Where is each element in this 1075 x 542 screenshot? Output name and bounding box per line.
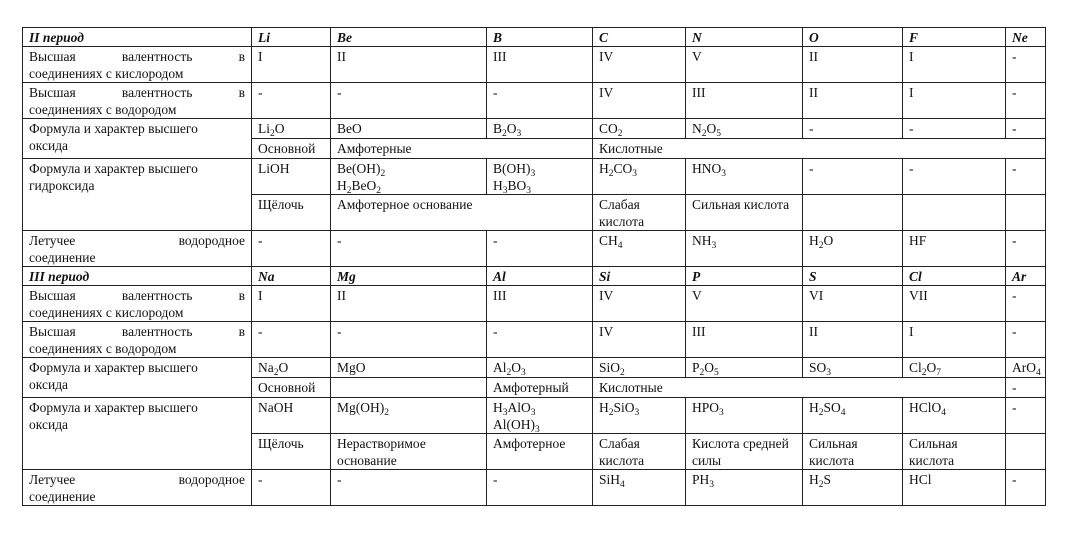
oxide-character-amphoteric: Амфотерные <box>331 139 593 159</box>
hydroxide-character: Слабая кислота <box>593 434 686 470</box>
cell-line: гидроксида <box>29 178 95 193</box>
hydroxide-formula <box>593 159 686 195</box>
cell-line: $H_3AlO_3$ <box>493 400 536 418</box>
period2-valence-hydrogen-row <box>23 83 1046 119</box>
period3-hydroxide-formula-row <box>23 398 1046 434</box>
volatile-compound: SiH$_4$ <box>593 470 686 506</box>
period3-valence-hydrogen-row <box>23 322 1046 358</box>
period3-oxide-formula-row <box>23 358 1046 378</box>
volatile-compound: - <box>252 470 331 506</box>
cell-line: Формула и характер высшего <box>29 161 198 176</box>
hydroxide-character-empty <box>903 195 1006 231</box>
cell-line: $Al(OH)_3$ <box>493 417 540 434</box>
valence-value: - <box>1006 322 1046 358</box>
oxide-character-basic: Основной <box>252 139 331 159</box>
hydroxide-formula <box>1006 159 1046 195</box>
row-label: Летучее водородное соединение <box>23 231 252 267</box>
oxide-formula: $Cl_2O_7$ <box>903 358 1006 378</box>
valence-value: I <box>252 286 331 322</box>
valence-value: I <box>252 47 331 83</box>
element-symbol: Li <box>252 28 331 47</box>
oxide-formula: BeO <box>331 119 487 139</box>
oxide-formula: $N_2O_5$ <box>686 119 803 139</box>
period-header: III период <box>23 267 252 286</box>
row-label <box>23 398 252 470</box>
valence-value: II <box>803 322 903 358</box>
valence-value: IV <box>593 83 686 119</box>
element-symbol: C <box>593 28 686 47</box>
valence-value: IV <box>593 47 686 83</box>
hydroxide-character: Кислота средней силы <box>686 434 803 470</box>
valence-value: II <box>331 286 487 322</box>
oxide-character-amphoteric: Амфотерный <box>487 378 593 398</box>
valence-value: I <box>903 83 1006 119</box>
hydroxide-character: Сильная кислота <box>803 434 903 470</box>
chemistry-properties-table <box>22 27 1046 506</box>
volatile-compound: HCl <box>903 470 1006 506</box>
row-label <box>23 159 252 231</box>
volatile-compound: - <box>1006 231 1046 267</box>
oxide-formula: - <box>903 119 1006 139</box>
volatile-compound: - <box>331 231 487 267</box>
hydroxide-formula <box>331 159 487 195</box>
hydroxide-formula <box>803 159 903 195</box>
cell-line: LiOH <box>258 161 290 176</box>
valence-value: - <box>331 322 487 358</box>
oxide-formula: $B_2O_3$ <box>487 119 593 139</box>
hydroxide-character-empty <box>803 195 903 231</box>
cell-line: оксида <box>29 417 69 432</box>
oxide-character-acidic: Кислотные <box>593 139 1046 159</box>
cell-line: Формула и характер высшего <box>29 400 198 415</box>
oxide-formula: MgO <box>331 358 487 378</box>
cell-line: Формула и характер высшего <box>29 360 198 375</box>
element-symbol: Al <box>487 267 593 286</box>
valence-value: - <box>487 322 593 358</box>
period-header: II период <box>23 28 252 47</box>
element-symbol: Be <box>331 28 487 47</box>
row-label: Высшая валентность в соединениях с кислородом <box>23 47 252 83</box>
hydroxide-character-strong-acid: Сильная кислота <box>686 195 803 231</box>
oxide-formula: $SO_3$ <box>803 358 903 378</box>
period3-volatile-row <box>23 470 1046 506</box>
valence-value: II <box>331 47 487 83</box>
volatile-compound: $H_2O$ <box>803 231 903 267</box>
table-body <box>23 28 1046 506</box>
element-symbol: S <box>803 267 903 286</box>
hydroxide-character-weak-acid: Слабая кислота <box>593 195 686 231</box>
element-symbol: Mg <box>331 267 487 286</box>
element-symbol: Ar <box>1006 267 1046 286</box>
hydroxide-character-empty <box>1006 195 1046 231</box>
cell-line: $H_2SO_4$ <box>809 400 846 418</box>
hydroxide-character: Сильная кислота <box>903 434 1006 470</box>
cell-line: оксида <box>29 138 69 153</box>
hydroxide-formula <box>331 398 487 434</box>
valence-value: - <box>1006 83 1046 119</box>
element-symbol: Na <box>252 267 331 286</box>
valence-value: - <box>487 83 593 119</box>
oxide-formula: SiO$_2$ <box>593 358 686 378</box>
hydroxide-formula <box>803 398 903 434</box>
hydroxide-formula <box>252 398 331 434</box>
valence-value: I <box>903 47 1006 83</box>
element-symbol: P <box>686 267 803 286</box>
oxide-formula: $CO_2$ <box>593 119 686 139</box>
element-symbol: N <box>686 28 803 47</box>
period2-volatile-row <box>23 231 1046 267</box>
hydroxide-character: Щёлочь <box>252 434 331 470</box>
element-symbol: Ne <box>1006 28 1046 47</box>
valence-value: V <box>686 47 803 83</box>
cell-line: $Mg(OH)_2$ <box>337 400 389 418</box>
period2-valence-oxygen-row <box>23 47 1046 83</box>
cell-line: оксида <box>29 377 69 392</box>
valence-value: - <box>252 83 331 119</box>
element-symbol: O <box>803 28 903 47</box>
oxide-character-empty <box>331 378 487 398</box>
oxide-character-acidic: Кислотные <box>593 378 1006 398</box>
element-symbol: Si <box>593 267 686 286</box>
hydroxide-formula <box>252 159 331 195</box>
row-label: Высшая валентность в соединениях с водородом <box>23 322 252 358</box>
volatile-compound: $CH_4$ <box>593 231 686 267</box>
valence-value: III <box>487 286 593 322</box>
hydroxide-character: Амфотерное <box>487 434 593 470</box>
volatile-compound: HF <box>903 231 1006 267</box>
valence-value: VII <box>903 286 1006 322</box>
row-label: Летучее водородное соединение <box>23 470 252 506</box>
cell-line: $H_2BeO_2$ <box>337 178 381 195</box>
element-symbol: B <box>487 28 593 47</box>
valence-value: III <box>686 322 803 358</box>
row-label <box>23 358 252 398</box>
valence-value: I <box>903 322 1006 358</box>
volatile-compound: - <box>252 231 331 267</box>
cell-line: $HPO_3$ <box>692 400 724 418</box>
oxide-character-basic: Основной <box>252 378 331 398</box>
element-symbol: F <box>903 28 1006 47</box>
valence-value: V <box>686 286 803 322</box>
volatile-compound: - <box>1006 470 1046 506</box>
valence-value: III <box>487 47 593 83</box>
cell-line: $Be(OH)_2$ <box>337 161 386 179</box>
oxide-formula: $Na_2O$ <box>252 358 331 378</box>
valence-value: - <box>1006 47 1046 83</box>
hydroxide-formula <box>593 398 686 434</box>
period2-hydroxide-formula-row <box>23 159 1046 195</box>
cell-line: $H_2CO_3$ <box>599 161 638 179</box>
hydroxide-formula <box>903 398 1006 434</box>
hydroxide-character-alkali: Щёлочь <box>252 195 331 231</box>
oxide-formula: - <box>803 119 903 139</box>
cell-line: HClO$_4$ <box>909 400 947 418</box>
hydroxide-formula <box>903 159 1006 195</box>
cell-line: $H_2SiO_3$ <box>599 400 640 418</box>
valence-value: IV <box>593 286 686 322</box>
row-label: Высшая валентность в соединениях с кислородом <box>23 286 252 322</box>
volatile-compound: $PH_3$ <box>686 470 803 506</box>
cell-line: Формула и характер высшего <box>29 121 198 136</box>
oxide-formula: ArO$_4$ <box>1006 358 1046 378</box>
row-label <box>23 119 252 159</box>
hydroxide-formula <box>686 159 803 195</box>
hydroxide-character: Нерастворимое основание <box>331 434 487 470</box>
cell-line: - <box>909 161 914 176</box>
volatile-compound: $H_2S$ <box>803 470 903 506</box>
cell-line: - <box>809 161 814 176</box>
valence-value: - <box>331 83 487 119</box>
hydroxide-formula <box>1006 398 1046 434</box>
period3-header-row <box>23 267 1046 286</box>
cell-line: $HNO_3$ <box>692 161 726 179</box>
cell-line: $B(OH)_3$ <box>493 161 536 179</box>
volatile-compound: $NH_3$ <box>686 231 803 267</box>
oxide-formula: - <box>1006 119 1046 139</box>
oxide-formula: $Al_2O_3$ <box>487 358 593 378</box>
hydroxide-formula <box>487 398 593 434</box>
volatile-compound: - <box>331 470 487 506</box>
cell-line: NaOH <box>258 400 294 415</box>
oxide-character-last: - <box>1006 378 1046 398</box>
valence-value: VI <box>803 286 903 322</box>
cell-line: - <box>1012 161 1017 176</box>
period3-valence-oxygen-row <box>23 286 1046 322</box>
valence-value: II <box>803 47 903 83</box>
row-label: Высшая валентность в соединениях с водородом <box>23 83 252 119</box>
valence-value: - <box>1006 286 1046 322</box>
volatile-compound: - <box>487 470 593 506</box>
period2-header-row <box>23 28 1046 47</box>
valence-value: IV <box>593 322 686 358</box>
valence-value: II <box>803 83 903 119</box>
oxide-formula: $Li_2O$ <box>252 119 331 139</box>
cell-line: $H_3BO_3$ <box>493 178 532 195</box>
hydroxide-formula <box>487 159 593 195</box>
period2-oxide-formula-row <box>23 119 1046 139</box>
volatile-compound: - <box>487 231 593 267</box>
valence-value: III <box>686 83 803 119</box>
element-symbol: Cl <box>903 267 1006 286</box>
hydroxide-character-amphoteric: Амфотерное основание <box>331 195 593 231</box>
hydroxide-character <box>1006 434 1046 470</box>
hydroxide-formula <box>686 398 803 434</box>
cell-line: - <box>1012 400 1017 415</box>
valence-value: - <box>252 322 331 358</box>
oxide-formula: $P_2O_5$ <box>686 358 803 378</box>
